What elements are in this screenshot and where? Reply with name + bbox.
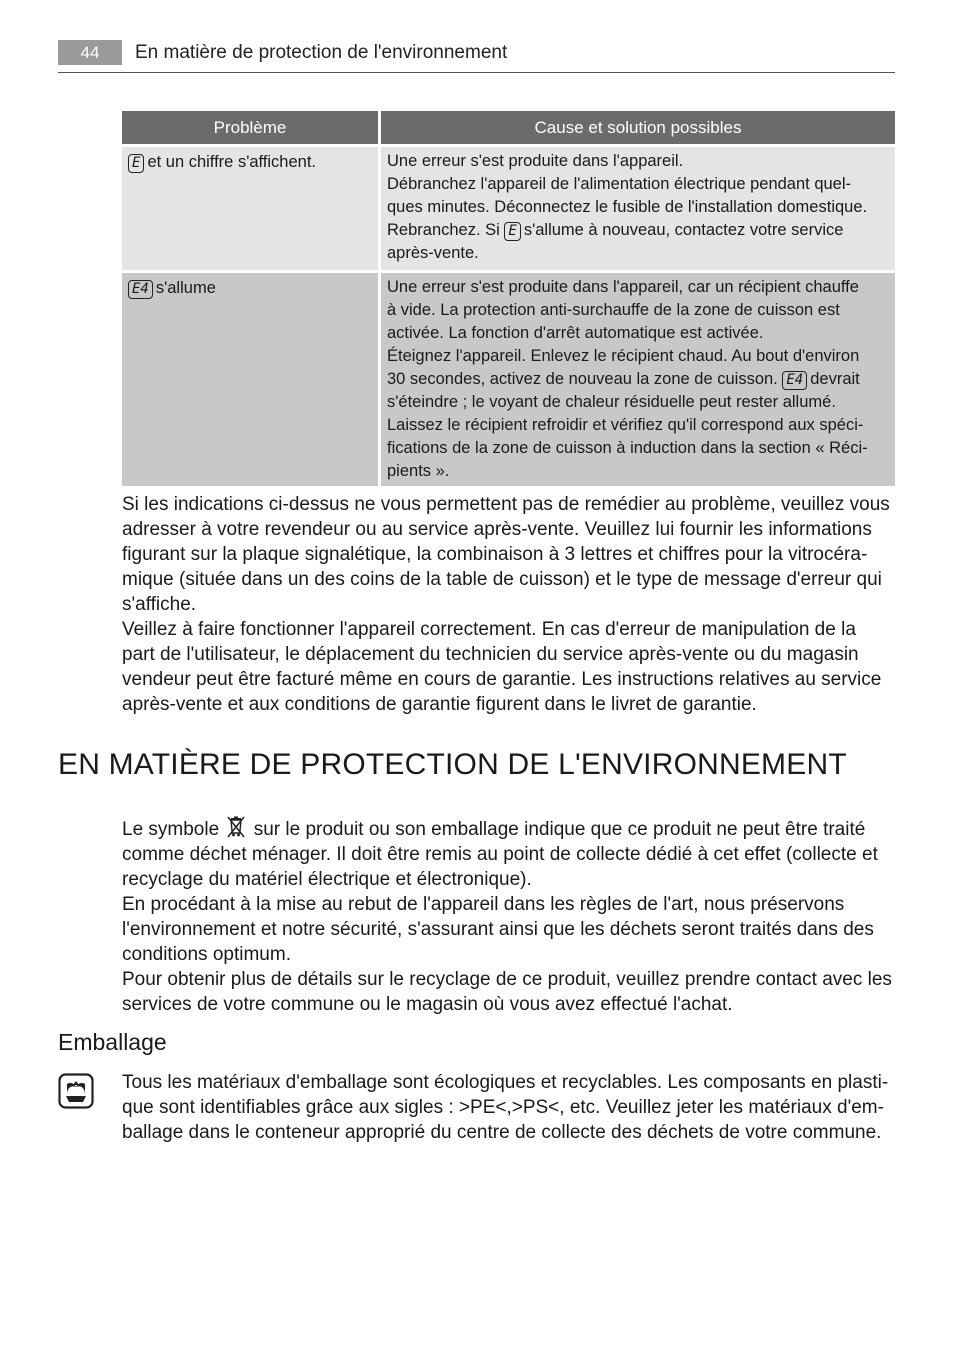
problem-text: et un chiffre s'affichent. xyxy=(147,153,316,171)
cause-line: 30 secondes, activez de nouveau la zone de cuisson. E4 devrait xyxy=(387,370,860,388)
troubleshooting-table xyxy=(122,111,895,486)
table-row xyxy=(122,273,895,486)
service-paragraph: Si les indications ci-dessus ne vous permettent pas de remédier au problème, veuillez vous adresser à votre revendeur ou au service après-vente. Veuillez lui fournir les informations figurant sur la plaque signalétique, la combinaison à 3 lettres et chiffres pour la vitrocéra- mique (située dans un des coins de la table de cuisson) et le type de message d'erreur qui s'affiche. Veillez à faire fonctionner l'appareil correctement. En cas d'erreur de manipulation de la part de l'utilisateur, le déplacement du technicien du service après-vente ou du magasin vendeur peut être facturé même en cours de garantie. Les instructions relatives au service après-vente et aux conditions de garantie figurent dans le livret de garantie. xyxy=(122,494,890,715)
subsection-heading: Emballage xyxy=(58,1029,167,1055)
section-heading: EN MATIÈRE DE PROTECTION DE L'ENVIRONNEMENT xyxy=(58,748,847,781)
page-number: 44 xyxy=(58,40,122,65)
cause-line: à vide. La protection anti-surchauffe de la zone de cuisson est xyxy=(387,301,840,319)
cause-line: Une erreur s'est produite dans l'appareil. xyxy=(387,152,684,170)
page-header xyxy=(58,40,895,73)
cause-line: activée. La fonction d'arrêt automatique est activée. xyxy=(387,324,764,342)
cause-line: Une erreur s'est produite dans l'appareil, car un récipient chauffe xyxy=(387,278,859,296)
cause-cell xyxy=(381,147,895,270)
problem-cell xyxy=(122,273,378,486)
packaging-paragraph: Tous les matériaux d'emballage sont écologiques et recyclables. Les composants en plasti- que sont identifiables grâce aux sigles : >PE<,>PS<, etc. Veuillez jeter les matériaux d'em- ballage dans le conteneur approprié du centre de collecte des déchets de votre commune. xyxy=(122,1072,889,1143)
cause-line: pients ». xyxy=(387,462,450,480)
table-row xyxy=(122,147,895,270)
crossed-bin-icon xyxy=(226,816,246,838)
environment-paragraph: Le symbole sur le produit ou son emballage indique que ce produit ne peut être traité comme déchet ménager. Il doit être remis au point de collecte dédié à cet effet (collecte et recyclage du matériel électrique et électronique). En procédant à la mise au rebut de l'appareil dans les règles de l'art, nous préservons l'environnement et notre sécurité, s'assurant ainsi que les déchets seront traités dans des conditions optimum. Pour obtenir plus de détails sur le recyclage de ce produit, veuillez prendre contact avec les services de votre commune ou le magasin où vous avez effectué l'achat. xyxy=(122,816,892,1017)
cause-line: après-vente. xyxy=(387,244,479,262)
cause-line: s'éteindre ; le voyant de chaleur résiduelle peut rester allumé. xyxy=(387,393,836,411)
error-code-display: E4 xyxy=(128,280,153,299)
running-title: En matière de protection de l'environnement xyxy=(135,42,508,63)
error-code-display: E4 xyxy=(782,371,807,390)
cause-line: Rebranchez. Si E s'allume à nouveau, contactez votre service xyxy=(387,221,844,239)
problem-cell xyxy=(122,147,378,270)
problem-text: s'allume xyxy=(155,279,216,297)
error-code-display: E xyxy=(504,222,520,241)
column-header-cause: Cause et solution possibles xyxy=(381,111,895,144)
column-header-problem: Problème xyxy=(122,111,378,144)
cause-line: Laissez le récipient refroidir et vérifiez qu'il correspond aux spéci- xyxy=(387,416,864,434)
cause-line: ques minutes. Déconnectez le fusible de l'installation domestique. xyxy=(387,198,868,216)
cause-line: fications de la zone de cuisson à induction dans la section « Réci- xyxy=(387,439,868,457)
cause-line: Éteignez l'appareil. Enlevez le récipient chaud. Au bout d'environ xyxy=(387,347,860,365)
error-code-display: E xyxy=(128,154,144,173)
cause-cell xyxy=(381,273,895,486)
table-header xyxy=(122,111,895,144)
cause-line: Débranchez l'appareil de l'alimentation électrique pendant quel- xyxy=(387,175,852,193)
packaging-recycle-icon xyxy=(58,1073,94,1109)
